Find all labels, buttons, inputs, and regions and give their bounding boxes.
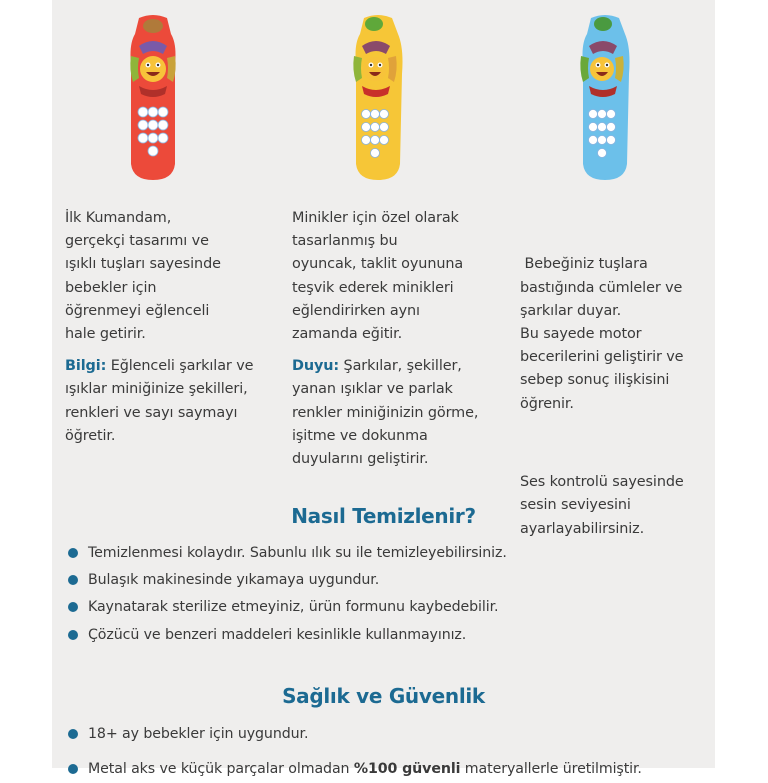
intro-paragraph: İlk Kumandam, gerçekçi tasarımı ve ışıklı tuşları sayesinde bebekler için öğrenmeyi eğlenceli hale getirir.: [65, 210, 221, 343]
list-item: Çözücü ve benzeri maddeleri kesinlikle kullanmayınız.: [68, 621, 507, 648]
cleaning-list: [68, 539, 507, 648]
info-label: Bilgi:: [65, 358, 107, 375]
feature-column-educational: [292, 207, 512, 480]
product-images-row: [52, 14, 715, 194]
senses-paragraph: Duyu: Şarkılar, şekiller, yanan ışıklar ve parlak renkler miniğinizin görme, işitme ve dokunma duyularını geliştirir.: [292, 358, 479, 468]
volume-paragraph: Ses kontrolü sayesinde sesin seviyesini ayarlayabilirsiniz.: [520, 474, 684, 537]
list-item: Metal aks ve küçük parçalar olmadan %100 güvenli materyallerle üretilmiştir.: [68, 755, 642, 782]
list-item: Kaynatarak sterilize etmeyiniz, ürün formunu kaybedebilir.: [68, 594, 507, 621]
safety-section-title: Sağlık ve Güvenlik: [282, 684, 485, 708]
safety-list: [68, 720, 642, 783]
list-item: Temizlenmesi kolaydır. Sabunlu ılık su ile temizleyebilirsiniz.: [68, 539, 507, 566]
red-toy-remote-image: [125, 14, 181, 182]
bullet-dot-icon: [68, 764, 78, 774]
intro-paragraph: Bebeğiniz tuşlara bastığında cümleler ve şarkılar duyar. Bu sayede motor becerilerini geliştirir ve sebep sonuç ilişkisini öğrenir.: [520, 256, 684, 412]
product-info-panel: [52, 0, 715, 777]
bullet-dot-icon: [68, 630, 78, 640]
bullet-dot-icon: [68, 548, 78, 558]
bullet-dot-icon: [68, 729, 78, 739]
bullet-dot-icon: [68, 575, 78, 585]
bullet-dot-icon: [68, 602, 78, 612]
senses-label: Duyu:: [292, 358, 340, 375]
info-paragraph: Bilgi: Eğlenceli şarkılar ve ışıklar miniğinize şekilleri, renkleri ve sayı saymayı öğretir.: [65, 358, 254, 444]
feature-column-sounds: [520, 207, 715, 596]
safety-highlight: %100 güvenli: [353, 760, 461, 777]
list-item: Bulaşık makinesinde yıkamaya uygundur.: [68, 566, 507, 593]
blue-toy-remote-image: [577, 14, 633, 182]
yellow-toy-remote-image: [350, 14, 406, 182]
list-item: 18+ ay bebekler için uygundur.: [68, 720, 642, 747]
cleaning-section-title: Nasıl Temizlenir?: [291, 504, 476, 528]
intro-paragraph: Minikler için özel olarak tasarlanmış bu oyuncak, taklit oyununa teşvik ederek minikleri eğlendirirken aynı zamanda eğitir.: [292, 210, 464, 343]
feature-column-first-remote: [65, 207, 275, 457]
